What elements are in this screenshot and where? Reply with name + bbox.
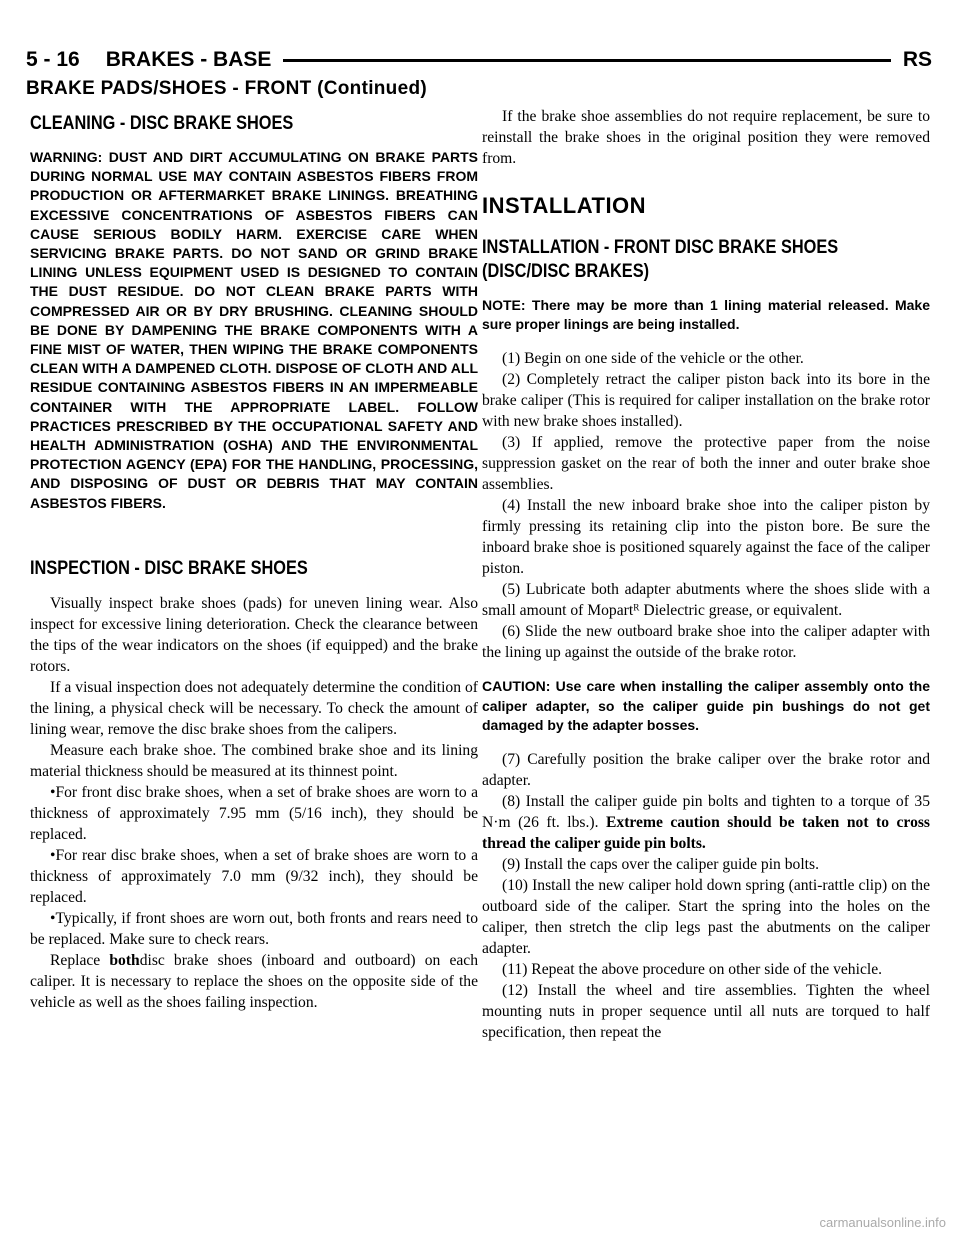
installation-subtitle: INSTALLATION - FRONT DISC BRAKE SHOES (DISC/DISC BRAKES)	[482, 237, 839, 282]
step-12: (12) Install the wheel and tire assemblies. Tighten the wheel mounting nuts in proper sequence until all nuts are torqued to half specification, then repeat the	[482, 982, 930, 1042]
warning-text: WARNING: DUST AND DIRT ACCUMULATING ON BRAKE PARTS DURING NORMAL USE MAY CONTAIN ASBESTOS FIBERS FROM PRODUCTION OR AFTERMARKET BRAKE LININGS. BREATHING EXCESSIVE CONCENTRATIONS OF ASBESTOS FIBERS CAN CAUSE SERIOUS BODILY HARM. EXERCISE CARE WHEN SERVICING BRAKE PARTS. DO NOT SAND OR GRIND BRAKE LINING UNLESS EQUIPMENT USED IS DESIGNED TO CONTAIN THE DUST RESIDUE. DO NOT CLEAN BRAKE PARTS WITH COMPRESSED AIR OR BY DRY BRUSHING. CLEANING SHOULD BE DONE BY DAMPENING THE BRAKE COMPONENTS WITH A FINE MIST OF WATER, THEN WIPING THE BRAKE COMPONENTS CLEAN WITH A DAMPENED CLOTH. DISPOSE OF CLOTH AND ALL RESIDUE CONTAINING ASBESTOS FIBERS IN AN IMPERMEABLE CONTAINER WITH THE APPROPRIATE LABEL. FOLLOW PRACTICES PRESCRIBED BY THE OCCUPATIONAL SAFETY AND HEALTH ADMINISTRATION (OSHA) AND THE ENVIRONMENTAL PROTECTION AGENCY (EPA) FOR THE HANDLING, PROCESSING, AND DISPOSING OF DUST OR DEBRIS THAT MAY CONTAIN ASBESTOS FIBERS.	[30, 149, 478, 511]
cleaning-title: CLEANING - DISC BRAKE SHOES	[30, 113, 294, 134]
continued-heading: BRAKE PADS/SHOES - FRONT (Continued)	[26, 78, 427, 99]
page-header	[26, 44, 932, 76]
header-rule	[283, 59, 890, 62]
step-10: (10) Install the new caliper hold down spring (anti-rattle clip) on the outboard side of the caliper. Start the spring into the holes on the caliper, then stretch the clip legs past the abutments on the caliper adapter.	[482, 877, 930, 958]
inspection-bullet-1: •For front disc brake shoes, when a set of brake shoes are worn to a thickness of approximately 7.95 mm (5/16 inch), they should be replaced.	[30, 783, 478, 843]
step-1: (1) Begin on one side of the vehicle or the other.	[502, 350, 804, 368]
inspection-para-1: Visually inspect brake shoes (pads) for uneven lining wear. Also inspect for excessive lining deterioration. Check the clearance between the tips of the wear indicators on the shoes (if equipped) and the brake rotors.	[30, 594, 478, 675]
step-6: (6) Slide the new outboard brake shoe into the caliper adapter with the lining up against the outside of the brake rotor.	[482, 623, 930, 662]
note-text: NOTE: There may be more than 1 lining material released. Make sure proper linings are being installed.	[482, 297, 930, 333]
step-2: (2) Completely retract the caliper piston back into its bore in the brake caliper (This is required for caliper installation on the brake rotor with new brake shoes installed).	[482, 371, 930, 431]
inspection-title: INSPECTION - DISC BRAKE SHOES	[30, 557, 308, 579]
replace-rest: disc brake shoes (inboard and outboard) on each caliper. It is necessary to replace the shoes on the opposite side of the vehicle as well as the shoes failing inspection.	[30, 951, 479, 1011]
step-4: (4) Install the new inboard brake shoe into the caliper piston by firmly pressing its retaining clip into the piston bore. Be sure the inboard brake shoe is positioned squarely against the face of the caliper piston.	[482, 497, 930, 578]
inspection-bullet-2: •For rear disc brake shoes, when a set of brake shoes are worn to a thickness of approximately 7.0 mm (9/32 inch), they should be replaced.	[30, 846, 478, 906]
inspection-para-2: If a visual inspection does not adequately determine the condition of the lining, a physical check will be necessary. To check the amount of lining wear, remove the disc brake shoes from the calipers.	[30, 678, 478, 738]
step-9: (9) Install the caps over the caliper guide pin bolts.	[502, 856, 819, 874]
step-11: (11) Repeat the above procedure on other side of the vehicle.	[502, 961, 883, 979]
right-column	[482, 106, 930, 1043]
step-8	[482, 791, 930, 854]
inspection-para-5: If the brake shoe assemblies do not require replacement, be sure to reinstall the brake shoes in the original position they were removed from.	[482, 108, 930, 167]
vehicle-code: RS	[902, 48, 932, 71]
step-3: (3) If applied, remove the protective paper from the noise suppression gasket on the rear of both the inner and outer brake shoe assemblies.	[482, 434, 930, 494]
replace-text: Replace	[50, 951, 110, 969]
section-title: BRAKES - BASE	[105, 48, 272, 71]
left-column	[30, 112, 478, 1013]
step-5: (5) Lubricate both adapter abutments where the shoes slide with a small amount of Mopartᴿ Dielectric grease, or equivalent.	[482, 581, 930, 620]
step-8-text: (8) Install the caliper guide pin bolts and tighten to a torque of 35 N·m (26 ft. lbs.).	[482, 793, 930, 832]
step-8-caution: Extreme caution should be taken not to cross thread the caliper guide pin bolts.	[482, 814, 930, 853]
caution-text: CAUTION: Use care when installing the caliper assembly onto the caliper adapter, so the caliper guide pin bushings do not get damaged by the adapter bosses.	[482, 678, 930, 733]
step-7: (7) Carefully position the brake caliper over the brake rotor and adapter.	[482, 751, 930, 790]
watermark: carmanualsonline.info	[819, 1215, 946, 1230]
inspection-bullet-3: •Typically, if front shoes are worn out, both fronts and rears need to be replaced. Make sure to check rears.	[30, 909, 478, 948]
installation-title: INSTALLATION	[482, 193, 647, 218]
inspection-para-3: Measure each brake shoe. The combined brake shoe and its lining material thickness should be measured at its thinnest point.	[30, 741, 478, 780]
page-number: 5 - 16	[26, 48, 80, 71]
both-emphasis: both	[109, 951, 140, 969]
inspection-para-4	[30, 950, 478, 1013]
